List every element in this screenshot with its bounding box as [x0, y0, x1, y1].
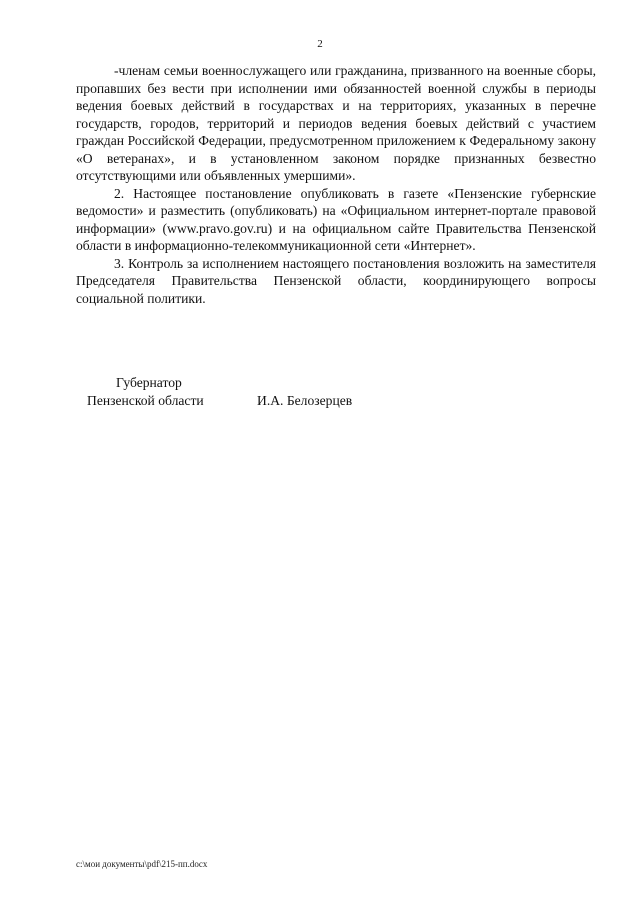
- signature-title-line2: Пензенской области: [87, 393, 204, 408]
- paragraph-publication: 2. Настоящее постановление опубликовать в газете «Пензенские губернские ведомости» и разместить (опубликовать) на «Официальном интернет-портале правовой информации» (www.pravo.gov.ru) и на официальном сайте Правительства Пензенской области в информационно-телекоммуникационной сети «Интернет».: [76, 185, 596, 253]
- signature-block: [0, 374, 640, 414]
- document-body: [76, 62, 596, 307]
- page-number: 2: [317, 38, 323, 50]
- signature-title-line1: Губернатор: [116, 375, 182, 390]
- paragraph-veterans-family: -членам семьи военнослужащего или гражданина, призванного на военные сборы, пропавших без вести при исполнении ими обязанностей военной службы в периоды ведения боевых действий в государствах и на территориях, указанных в перечне государств, городов, территорий и периодов ведения боевых действий с участием граждан Российской Федерации, предусмотренном приложением к Федеральному закону «О ветеранах», и в установленном законом порядке признанных безвестно отсутствующими или объявленных умершими».: [76, 63, 596, 183]
- paragraph-control: 3. Контроль за исполнением настоящего постановления возложить на заместителя Председателя Правительства Пензенской области, координирующего вопросы социальной политики.: [76, 255, 596, 306]
- footer-file-path: c:\мои документы\pdf\215-пп.docx: [76, 859, 208, 869]
- signature-name: И.А. Белозерцев: [257, 393, 353, 408]
